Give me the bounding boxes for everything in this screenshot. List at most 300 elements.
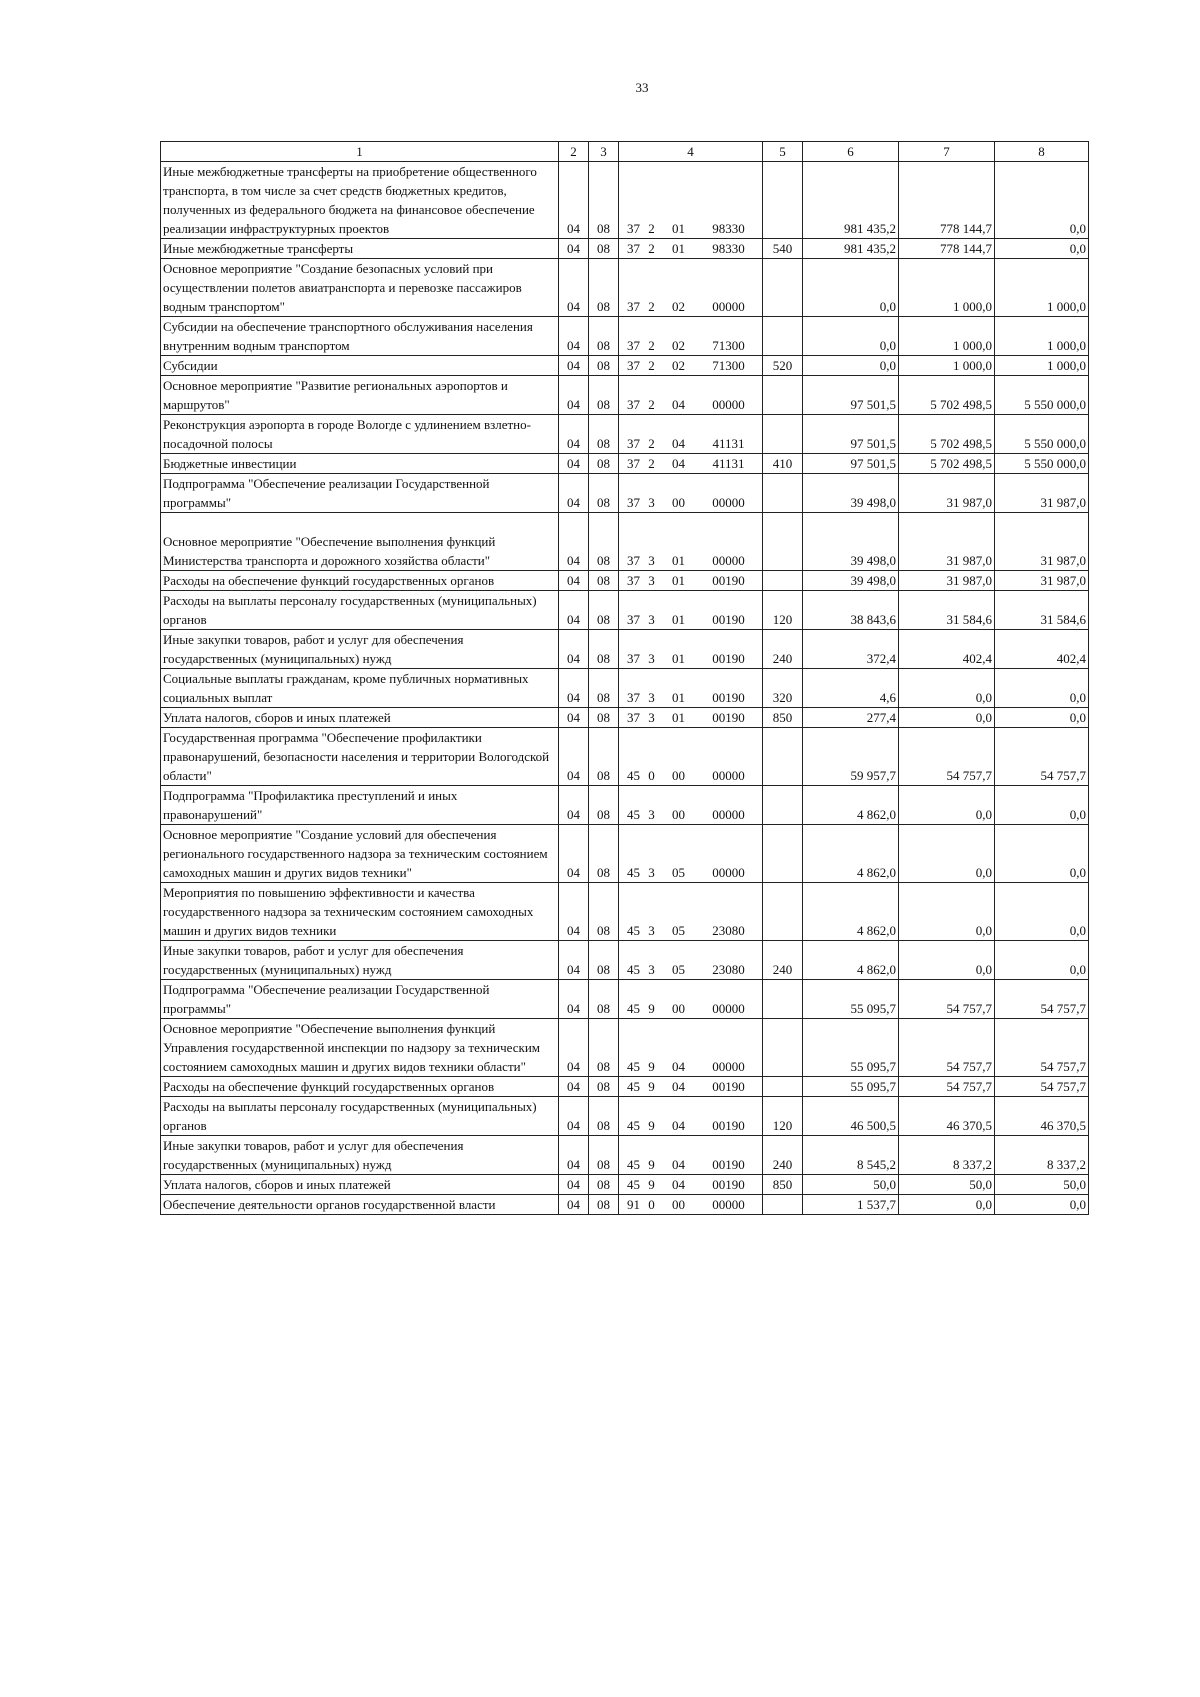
amount-col-7: 54 757,7: [899, 980, 995, 1019]
amount-col-8: 0,0: [995, 669, 1089, 708]
amount-col-8: 0,0: [995, 708, 1089, 728]
target-article-part: 9: [648, 1157, 655, 1172]
amount-col-7: 5 702 498,5: [899, 376, 995, 415]
target-article-part: 00000: [712, 553, 745, 568]
amount-col-6: 97 501,5: [803, 454, 899, 474]
header-cell: 3: [589, 142, 619, 162]
amount-col-6: 981 435,2: [803, 239, 899, 259]
target-article-part: 37: [627, 495, 640, 510]
amount-col-7: 0,0: [899, 1195, 995, 1215]
amount-col-8: 5 550 000,0: [995, 376, 1089, 415]
target-article-part: 00: [672, 495, 685, 510]
row-name: Расходы на выплаты персоналу государственных (муниципальных) органов: [161, 1097, 559, 1136]
table-row: [161, 669, 1089, 708]
target-article-part: 04: [672, 397, 685, 412]
table-row: [161, 630, 1089, 669]
target-article-code: [619, 1019, 763, 1077]
subsection-code: 08: [589, 1019, 619, 1077]
target-article-part: 05: [672, 962, 685, 977]
section-code: 04: [559, 825, 589, 883]
row-name: Расходы на обеспечение функций государственных органов: [161, 1077, 559, 1097]
amount-col-8: 0,0: [995, 883, 1089, 941]
expense-type-code: [763, 825, 803, 883]
target-article-part: 00190: [712, 1079, 745, 1094]
target-article-part: 3: [648, 690, 655, 705]
subsection-code: 08: [589, 415, 619, 454]
amount-col-6: 55 095,7: [803, 1019, 899, 1077]
target-article-code: [619, 162, 763, 239]
target-article-part: 41131: [712, 456, 745, 471]
row-name: Реконструкция аэропорта в городе Вологде с удлинением взлетно-посадочной полосы: [161, 415, 559, 454]
target-article-part: 9: [648, 1059, 655, 1074]
header-cell: 5: [763, 142, 803, 162]
target-article-part: 37: [627, 338, 640, 353]
header-cell: 2: [559, 142, 589, 162]
subsection-code: 08: [589, 1195, 619, 1215]
target-article-code: [619, 239, 763, 259]
target-article-part: 00190: [712, 573, 745, 588]
target-article-code: [619, 317, 763, 356]
target-article-part: 3: [648, 865, 655, 880]
section-code: 04: [559, 454, 589, 474]
target-article-part: 37: [627, 553, 640, 568]
target-article-part: 45: [627, 1157, 640, 1172]
amount-col-6: 0,0: [803, 356, 899, 376]
table-row: [161, 1136, 1089, 1175]
target-article-part: 00000: [712, 1059, 745, 1074]
target-article-code: [619, 415, 763, 454]
section-code: 04: [559, 1195, 589, 1215]
subsection-code: 08: [589, 1097, 619, 1136]
amount-col-6: 55 095,7: [803, 980, 899, 1019]
row-name: Иные закупки товаров, работ и услуг для обеспечения государственных (муниципальных) нужд: [161, 941, 559, 980]
subsection-code: 08: [589, 825, 619, 883]
budget-table: [160, 141, 1089, 1215]
amount-col-6: 39 498,0: [803, 474, 899, 513]
target-article-code: [619, 980, 763, 1019]
amount-col-8: 0,0: [995, 1195, 1089, 1215]
target-article-code: [619, 630, 763, 669]
section-code: 04: [559, 162, 589, 239]
amount-col-7: 1 000,0: [899, 317, 995, 356]
expense-type-code: [763, 415, 803, 454]
section-code: 04: [559, 317, 589, 356]
row-name: Иные межбюджетные трансферты на приобретение общественного транспорта, в том числе за счет средств бюджетных кредитов, полученных из федерального бюджета на финансовое обеспечение реализации инфраструктурных проектов: [161, 162, 559, 239]
target-article-part: 00: [672, 768, 685, 783]
table-row: [161, 513, 1089, 571]
expense-type-code: [763, 474, 803, 513]
target-article-part: 04: [672, 1177, 685, 1192]
target-article-code: [619, 1077, 763, 1097]
target-article-part: 00000: [712, 495, 745, 510]
target-article-part: 37: [627, 221, 640, 236]
amount-col-8: 50,0: [995, 1175, 1089, 1195]
amount-col-7: 54 757,7: [899, 1019, 995, 1077]
table-row: [161, 571, 1089, 591]
target-article-part: 37: [627, 573, 640, 588]
table-body: [161, 162, 1089, 1215]
section-code: 04: [559, 883, 589, 941]
table-row: [161, 1195, 1089, 1215]
table-row: [161, 1077, 1089, 1097]
target-article-part: 00000: [712, 768, 745, 783]
target-article-part: 00000: [712, 1001, 745, 1016]
amount-col-8: 46 370,5: [995, 1097, 1089, 1136]
target-article-part: 01: [672, 690, 685, 705]
subsection-code: 08: [589, 259, 619, 317]
target-article-code: [619, 1136, 763, 1175]
row-name: Расходы на обеспечение функций государственных органов: [161, 571, 559, 591]
target-article-part: 9: [648, 1177, 655, 1192]
section-code: 04: [559, 513, 589, 571]
target-article-part: 2: [648, 299, 655, 314]
section-code: 04: [559, 669, 589, 708]
target-article-part: 37: [627, 651, 640, 666]
expense-type-code: 120: [763, 591, 803, 630]
target-article-part: 37: [627, 436, 640, 451]
target-article-part: 3: [648, 553, 655, 568]
target-article-part: 00190: [712, 1118, 745, 1133]
table-row: [161, 415, 1089, 454]
amount-col-8: 0,0: [995, 825, 1089, 883]
target-article-part: 00190: [712, 1177, 745, 1192]
table-row: [161, 454, 1089, 474]
amount-col-6: 1 537,7: [803, 1195, 899, 1215]
target-article-code: [619, 1097, 763, 1136]
section-code: 04: [559, 728, 589, 786]
target-article-part: 3: [648, 573, 655, 588]
target-article-part: 37: [627, 456, 640, 471]
expense-type-code: 850: [763, 1175, 803, 1195]
target-article-code: [619, 708, 763, 728]
expense-type-code: [763, 376, 803, 415]
subsection-code: 08: [589, 630, 619, 669]
target-article-part: 0: [648, 768, 655, 783]
table-row: [161, 941, 1089, 980]
section-code: 04: [559, 356, 589, 376]
amount-col-6: 0,0: [803, 259, 899, 317]
target-article-part: 00: [672, 1001, 685, 1016]
subsection-code: 08: [589, 728, 619, 786]
target-article-part: 00000: [712, 1197, 745, 1212]
subsection-code: 08: [589, 376, 619, 415]
subsection-code: 08: [589, 454, 619, 474]
amount-col-7: 31 987,0: [899, 513, 995, 571]
subsection-code: 08: [589, 162, 619, 239]
row-name: Мероприятия по повышению эффективности и качества государственного надзора за техническим состоянием самоходных машин и других видов техники: [161, 883, 559, 941]
target-article-code: [619, 356, 763, 376]
target-article-part: 45: [627, 923, 640, 938]
amount-col-6: 59 957,7: [803, 728, 899, 786]
target-article-code: [619, 591, 763, 630]
subsection-code: 08: [589, 786, 619, 825]
amount-col-6: 4 862,0: [803, 786, 899, 825]
table-row: [161, 591, 1089, 630]
amount-col-6: 97 501,5: [803, 415, 899, 454]
target-article-part: 37: [627, 241, 640, 256]
amount-col-8: 0,0: [995, 941, 1089, 980]
target-article-part: 02: [672, 338, 685, 353]
target-article-code: [619, 728, 763, 786]
expense-type-code: 320: [763, 669, 803, 708]
row-name: Основное мероприятие "Создание условий для обеспечения регионального государственного надзора за техническим состоянием самоходных машин и других видов техники": [161, 825, 559, 883]
expense-type-code: 120: [763, 1097, 803, 1136]
section-code: 04: [559, 239, 589, 259]
table-row: [161, 786, 1089, 825]
expense-type-code: [763, 786, 803, 825]
target-article-code: [619, 571, 763, 591]
row-name: Социальные выплаты гражданам, кроме публичных нормативных социальных выплат: [161, 669, 559, 708]
section-code: 04: [559, 1136, 589, 1175]
target-article-part: 3: [648, 807, 655, 822]
section-code: 04: [559, 415, 589, 454]
amount-col-6: 97 501,5: [803, 376, 899, 415]
target-article-code: [619, 474, 763, 513]
target-article-part: 04: [672, 436, 685, 451]
subsection-code: 08: [589, 1175, 619, 1195]
section-code: 04: [559, 786, 589, 825]
target-article-part: 00000: [712, 865, 745, 880]
subsection-code: 08: [589, 591, 619, 630]
target-article-part: 3: [648, 962, 655, 977]
amount-col-8: 31 584,6: [995, 591, 1089, 630]
table-row: [161, 474, 1089, 513]
subsection-code: 08: [589, 239, 619, 259]
table-row: [161, 1019, 1089, 1077]
row-name: Иные закупки товаров, работ и услуг для обеспечения государственных (муниципальных) нужд: [161, 630, 559, 669]
subsection-code: 08: [589, 356, 619, 376]
amount-col-8: 54 757,7: [995, 980, 1089, 1019]
section-code: 04: [559, 1097, 589, 1136]
section-code: 04: [559, 591, 589, 630]
section-code: 04: [559, 376, 589, 415]
amount-col-8: 5 550 000,0: [995, 454, 1089, 474]
subsection-code: 08: [589, 883, 619, 941]
section-code: 04: [559, 1175, 589, 1195]
amount-col-6: 46 500,5: [803, 1097, 899, 1136]
expense-type-code: [763, 162, 803, 239]
amount-col-7: 54 757,7: [899, 1077, 995, 1097]
amount-col-8: 54 757,7: [995, 1019, 1089, 1077]
target-article-part: 45: [627, 865, 640, 880]
amount-col-6: 0,0: [803, 317, 899, 356]
amount-col-6: 4 862,0: [803, 941, 899, 980]
target-article-part: 9: [648, 1118, 655, 1133]
target-article-part: 04: [672, 1079, 685, 1094]
target-article-part: 3: [648, 612, 655, 627]
amount-col-6: 4,6: [803, 669, 899, 708]
subsection-code: 08: [589, 1136, 619, 1175]
section-code: 04: [559, 941, 589, 980]
amount-col-7: 0,0: [899, 708, 995, 728]
amount-col-8: 402,4: [995, 630, 1089, 669]
target-article-code: [619, 259, 763, 317]
section-code: 04: [559, 571, 589, 591]
target-article-part: 05: [672, 865, 685, 880]
row-name: Подпрограмма "Обеспечение реализации Государственной программы": [161, 474, 559, 513]
row-name: Субсидии: [161, 356, 559, 376]
table-row: [161, 259, 1089, 317]
target-article-code: [619, 669, 763, 708]
expense-type-code: [763, 1195, 803, 1215]
expense-type-code: [763, 1019, 803, 1077]
expense-type-code: [763, 883, 803, 941]
target-article-part: 37: [627, 299, 640, 314]
target-article-part: 3: [648, 651, 655, 666]
row-name: Основное мероприятие "Обеспечение выполнения функций Министерства транспорта и дорожного хозяйства области": [161, 513, 559, 571]
amount-col-6: 39 498,0: [803, 571, 899, 591]
target-article-part: 00000: [712, 397, 745, 412]
row-name: Иные закупки товаров, работ и услуг для обеспечения государственных (муниципальных) нужд: [161, 1136, 559, 1175]
amount-col-8: 5 550 000,0: [995, 415, 1089, 454]
expense-type-code: [763, 1077, 803, 1097]
amount-col-8: 31 987,0: [995, 571, 1089, 591]
section-code: 04: [559, 1019, 589, 1077]
expense-type-code: [763, 513, 803, 571]
expense-type-code: [763, 728, 803, 786]
target-article-code: [619, 883, 763, 941]
amount-col-7: 46 370,5: [899, 1097, 995, 1136]
target-article-part: 01: [672, 573, 685, 588]
target-article-part: 00190: [712, 710, 745, 725]
header-cell: 8: [995, 142, 1089, 162]
target-article-part: 00000: [712, 807, 745, 822]
amount-col-6: 4 862,0: [803, 883, 899, 941]
target-article-part: 41131: [712, 436, 745, 451]
target-article-part: 01: [672, 241, 685, 256]
header-cell: 7: [899, 142, 995, 162]
target-article-part: 02: [672, 299, 685, 314]
target-article-part: 04: [672, 456, 685, 471]
expense-type-code: 410: [763, 454, 803, 474]
target-article-part: 02: [672, 358, 685, 373]
section-code: 04: [559, 259, 589, 317]
amount-col-7: 402,4: [899, 630, 995, 669]
header-cell: 6: [803, 142, 899, 162]
target-article-part: 00190: [712, 612, 745, 627]
target-article-part: 3: [648, 710, 655, 725]
subsection-code: 08: [589, 513, 619, 571]
table-row: [161, 1175, 1089, 1195]
section-code: 04: [559, 474, 589, 513]
expense-type-code: 540: [763, 239, 803, 259]
amount-col-6: 981 435,2: [803, 162, 899, 239]
amount-col-8: 1 000,0: [995, 317, 1089, 356]
header-row: [161, 142, 1089, 162]
target-article-part: 45: [627, 807, 640, 822]
target-article-code: [619, 1175, 763, 1195]
target-article-part: 2: [648, 456, 655, 471]
amount-col-7: 778 144,7: [899, 162, 995, 239]
subsection-code: 08: [589, 474, 619, 513]
amount-col-6: 372,4: [803, 630, 899, 669]
target-article-part: 2: [648, 338, 655, 353]
target-article-part: 00190: [712, 690, 745, 705]
target-article-part: 45: [627, 1001, 640, 1016]
target-article-part: 9: [648, 1001, 655, 1016]
target-article-part: 00190: [712, 1157, 745, 1172]
row-name: Уплата налогов, сборов и иных платежей: [161, 708, 559, 728]
target-article-part: 0: [648, 1197, 655, 1212]
target-article-part: 2: [648, 221, 655, 236]
amount-col-7: 31 987,0: [899, 571, 995, 591]
target-article-code: [619, 786, 763, 825]
target-article-part: 2: [648, 397, 655, 412]
target-article-code: [619, 376, 763, 415]
target-article-part: 45: [627, 1059, 640, 1074]
target-article-part: 98330: [712, 221, 745, 236]
amount-col-7: 0,0: [899, 825, 995, 883]
target-article-part: 98330: [712, 241, 745, 256]
target-article-part: 71300: [712, 338, 745, 353]
amount-col-6: 38 843,6: [803, 591, 899, 630]
target-article-part: 01: [672, 553, 685, 568]
target-article-part: 37: [627, 710, 640, 725]
expense-type-code: 850: [763, 708, 803, 728]
amount-col-7: 0,0: [899, 883, 995, 941]
row-name: Бюджетные инвестиции: [161, 454, 559, 474]
expense-type-code: 240: [763, 941, 803, 980]
target-article-part: 23080: [712, 923, 745, 938]
target-article-code: [619, 825, 763, 883]
row-name: Уплата налогов, сборов и иных платежей: [161, 1175, 559, 1195]
target-article-part: 45: [627, 962, 640, 977]
target-article-part: 04: [672, 1059, 685, 1074]
amount-col-8: 0,0: [995, 162, 1089, 239]
target-article-part: 37: [627, 612, 640, 627]
subsection-code: 08: [589, 941, 619, 980]
amount-col-8: 54 757,7: [995, 1077, 1089, 1097]
amount-col-7: 5 702 498,5: [899, 415, 995, 454]
target-article-part: 2: [648, 358, 655, 373]
table-row: [161, 825, 1089, 883]
section-code: 04: [559, 630, 589, 669]
subsection-code: 08: [589, 708, 619, 728]
table-row: [161, 317, 1089, 356]
target-article-part: 45: [627, 1118, 640, 1133]
row-name: Обеспечение деятельности органов государственной власти: [161, 1195, 559, 1215]
target-article-part: 23080: [712, 962, 745, 977]
section-code: 04: [559, 1077, 589, 1097]
target-article-part: 91: [627, 1197, 640, 1212]
table-row: [161, 1097, 1089, 1136]
target-article-part: 01: [672, 612, 685, 627]
header-cell: 4: [619, 142, 763, 162]
amount-col-8: 0,0: [995, 239, 1089, 259]
page-number: 33: [635, 80, 649, 95]
amount-col-8: 8 337,2: [995, 1136, 1089, 1175]
expense-type-code: [763, 317, 803, 356]
target-article-part: 37: [627, 397, 640, 412]
subsection-code: 08: [589, 1077, 619, 1097]
table-row: [161, 162, 1089, 239]
target-article-part: 00190: [712, 651, 745, 666]
amount-col-6: 55 095,7: [803, 1077, 899, 1097]
table-row: [161, 883, 1089, 941]
table-row: [161, 239, 1089, 259]
amount-col-7: 50,0: [899, 1175, 995, 1195]
target-article-part: 45: [627, 1177, 640, 1192]
target-article-code: [619, 454, 763, 474]
amount-col-7: 0,0: [899, 786, 995, 825]
target-article-part: 01: [672, 710, 685, 725]
table-row: [161, 356, 1089, 376]
amount-col-7: 54 757,7: [899, 728, 995, 786]
amount-col-7: 5 702 498,5: [899, 454, 995, 474]
table-row: [161, 980, 1089, 1019]
row-name: Подпрограмма "Профилактика преступлений и иных правонарушений": [161, 786, 559, 825]
target-article-part: 3: [648, 923, 655, 938]
